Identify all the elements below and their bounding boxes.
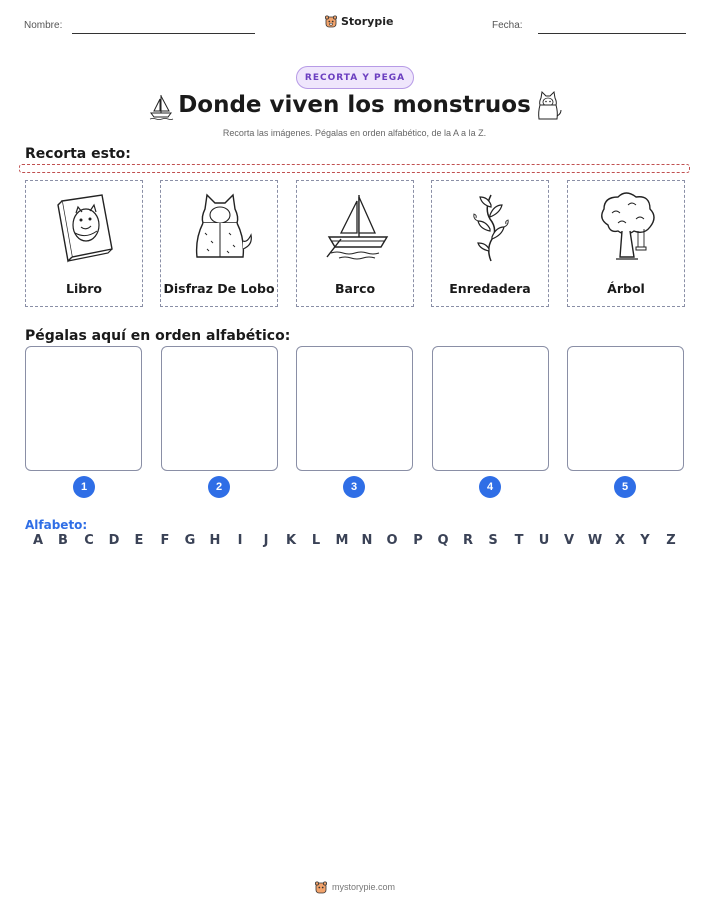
- footer: [0, 880, 709, 894]
- card-label-enredadera: Enredadera: [449, 281, 531, 296]
- header-row: [24, 14, 685, 38]
- title-row: [0, 90, 709, 126]
- alphabet-letter: P: [413, 533, 423, 548]
- paste-slots: [25, 346, 685, 501]
- brand-name: Storypie: [341, 14, 394, 28]
- cut-card-arbol[interactable]: [567, 180, 685, 307]
- alphabet-letter: N: [361, 533, 373, 548]
- activity-badge: RECORTA Y PEGA: [296, 66, 414, 89]
- cut-cards: [25, 180, 685, 307]
- paste-slot-2[interactable]: [161, 346, 278, 471]
- paste-section-label: Pégalas aquí en orden alfabético:: [25, 328, 291, 344]
- alphabet-letter: B: [58, 533, 68, 548]
- alphabet-letter: J: [263, 533, 269, 548]
- slot-number-1: 1: [73, 476, 95, 498]
- nombre-line[interactable]: [72, 33, 255, 34]
- alphabet-label: Alfabeto:: [25, 518, 88, 532]
- brand-logo: [324, 14, 393, 28]
- wolf-costume-icon: [185, 189, 255, 263]
- cut-section-label: Recorta esto:: [25, 146, 131, 162]
- alphabet-letter: Q: [437, 533, 449, 548]
- alphabet-letter: Y: [640, 533, 650, 548]
- card-label-libro: Libro: [66, 281, 102, 296]
- alphabet-row: [25, 533, 685, 551]
- alphabet-letter: E: [134, 533, 144, 548]
- alphabet-letter: H: [209, 533, 221, 548]
- alphabet-letter: I: [237, 533, 243, 548]
- alphabet-letter: X: [614, 533, 626, 548]
- page-title: Donde viven los monstruos: [178, 92, 531, 118]
- alphabet-letter: R: [462, 533, 473, 548]
- alphabet-letter: C: [84, 533, 94, 548]
- slot-number-2: 2: [208, 476, 230, 498]
- sailboat-icon: [321, 189, 391, 263]
- card-label-arbol: Árbol: [607, 281, 645, 296]
- paste-slot-1[interactable]: [25, 346, 142, 471]
- book-icon: [50, 189, 120, 263]
- alphabet-letter: Z: [666, 533, 676, 548]
- alphabet-letter: W: [587, 533, 603, 548]
- tree-icon: [592, 189, 662, 263]
- card-label-barco: Barco: [334, 281, 376, 296]
- alphabet-letter: V: [563, 533, 575, 548]
- slot-number-3: 3: [343, 476, 365, 498]
- alphabet-letter: D: [108, 533, 120, 548]
- alphabet-letter: U: [538, 533, 550, 548]
- alphabet-letter: A: [32, 533, 44, 548]
- alphabet-letter: L: [311, 533, 321, 548]
- storypie-logo-icon: [314, 880, 328, 894]
- cut-card-enredadera[interactable]: [431, 180, 549, 307]
- slot-number-5: 5: [614, 476, 636, 498]
- alphabet-letter: T: [514, 533, 524, 548]
- fecha-line[interactable]: [538, 33, 686, 34]
- vine-icon: [456, 189, 526, 263]
- footer-url[interactable]: mystorypie.com: [331, 882, 395, 892]
- paste-slot-4[interactable]: [432, 346, 549, 471]
- alphabet-letter: K: [285, 533, 297, 548]
- paste-slot-3[interactable]: [296, 346, 413, 471]
- cut-card-disfraz-de-lobo[interactable]: [160, 180, 278, 307]
- card-label-disfraz-de-lobo: Disfraz De Lobo: [163, 281, 275, 296]
- cut-line: [19, 164, 690, 173]
- alphabet-letter: M: [335, 533, 349, 548]
- fecha-label: Fecha:: [492, 20, 523, 31]
- nombre-label: Nombre:: [24, 20, 63, 31]
- alphabet-letter: G: [184, 533, 196, 548]
- paste-slot-5[interactable]: [567, 346, 684, 471]
- wolf-costume-icon: [532, 90, 564, 122]
- cut-card-libro[interactable]: [25, 180, 143, 307]
- alphabet-letter: F: [160, 533, 170, 548]
- storypie-logo-icon: [324, 14, 338, 28]
- alphabet-letter: O: [386, 533, 398, 548]
- cut-card-barco[interactable]: [296, 180, 414, 307]
- alphabet-letter: S: [488, 533, 498, 548]
- slot-number-4: 4: [479, 476, 501, 498]
- page-subtitle: Recorta las imágenes. Pégalas en orden alfabético, de la A a la Z.: [222, 128, 487, 138]
